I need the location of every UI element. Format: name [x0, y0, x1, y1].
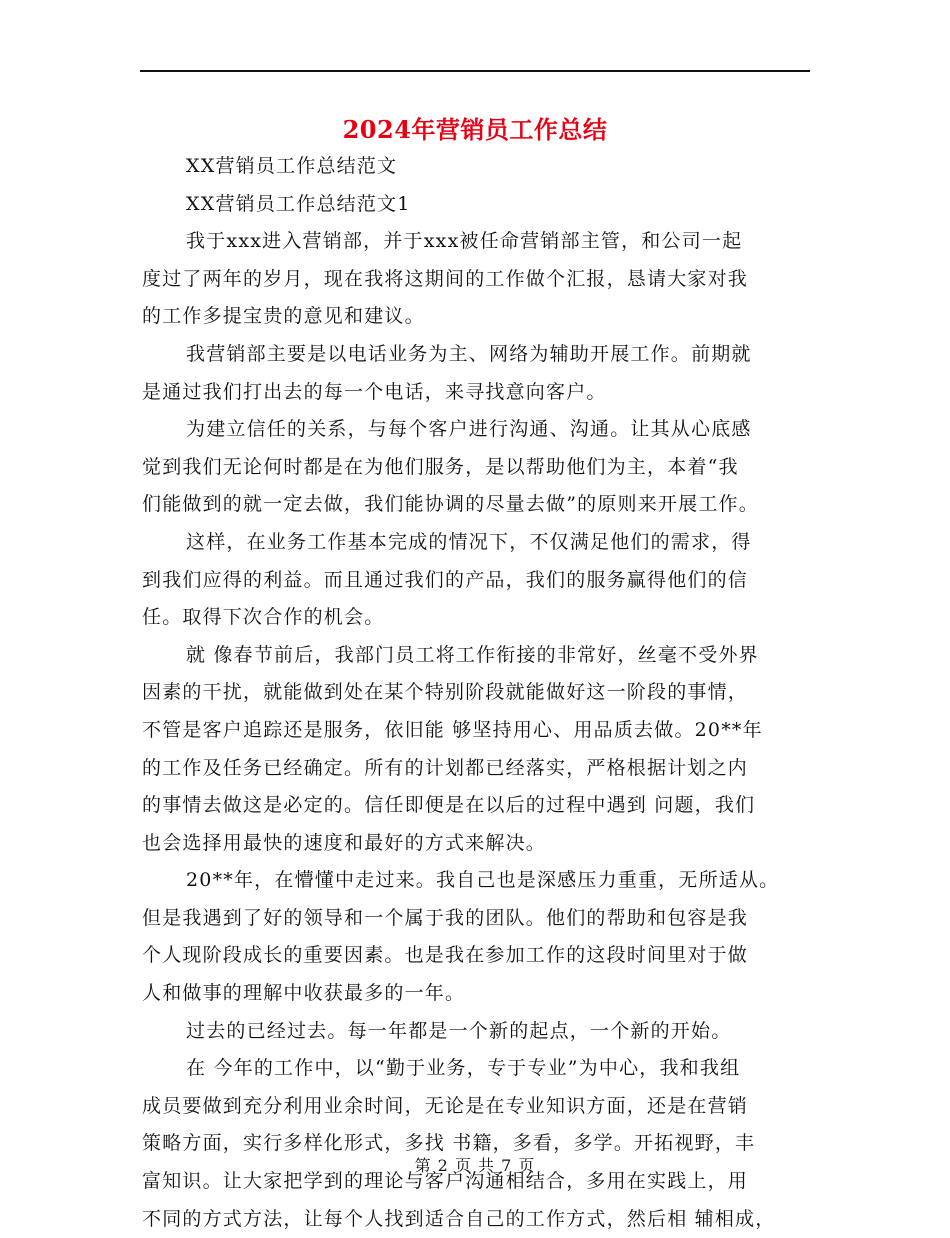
body-line: 们能做到的就一定去做，我们能协调的尽量去做”的原则来开展工作。: [142, 493, 759, 516]
body-line: 但是我遇到了好的领导和一个属于我的团队。他们的帮助和包容是我: [142, 906, 749, 929]
body-line: 任。取得下次合作的机会。: [142, 606, 385, 629]
body-line: 个人现阶段成长的重要因素。也是我在参加工作的这段时间里对于做: [142, 944, 749, 967]
body-line: 这样，在业务工作基本完成的情况下，不仅满足他们的需求，得: [186, 530, 752, 553]
body-line: 我营销部主要是以电话业务为主、网络为辅助开展工作。前期就: [186, 342, 752, 365]
body-line: 为建立信任的关系，与每个客户进行沟通、沟通。让其从心底感: [186, 418, 752, 441]
body-line: 是通过我们打出去的每一个电话，来寻找意向客户。: [142, 380, 607, 403]
body-line: 的工作及任务已经确定。所有的计划都已经落实，严格根据计划之内: [142, 756, 749, 779]
body-line: 的工作多提宝贵的意见和建议。: [142, 305, 425, 328]
body-line: 到我们应得的利益。而且通过我们的产品，我们的服务赢得他们的信: [142, 568, 749, 591]
body-line: 20**年，在懵懂中走过来。我自己也是深感压力重重，无所适从。: [186, 869, 780, 892]
body-line: 在 今年的工作中，以“勤于业务，专于专业”为中心，我和我组: [186, 1057, 741, 1080]
body-line: 度过了两年的岁月，现在我将这期间的工作做个汇报，恳请大家对我: [142, 267, 749, 290]
body-line: 人和做事的理解中收获最多的一年。: [142, 982, 466, 1005]
body-line: 觉到我们无论何时都是在为他们服务，是以帮助他们为主，本着“我: [142, 455, 739, 478]
body-line: XX营销员工作总结范文1: [186, 192, 411, 215]
body-line: 策略方面，实行多样化形式，多找 书籍，多看，多学。开拓视野，丰: [142, 1132, 756, 1155]
body-line: XX营销员工作总结范文: [186, 155, 398, 177]
body-line: 成员要做到充分利用业余时间，无论是在专业知识方面，还是在营销: [142, 1094, 749, 1117]
body-line: 不管是客户追踪还是服务，依旧能 够坚持用心、用品质去做。20**年: [142, 718, 763, 741]
body-line: 过去的已经过去。每一年都是一个新的起点，一个新的开始。: [186, 1019, 732, 1042]
document-title: 2024年营销员工作总结: [342, 115, 608, 144]
body-line: 不同的方式方法，让每个人找到适合自己的工作方式，然后相 辅相成，: [142, 1207, 776, 1230]
body-line: 的事情去做这是必定的。信任即便是在以后的过程中遇到 问题，我们: [142, 794, 756, 817]
header-rule: [140, 70, 810, 72]
body-line: 富知识。让大家把学到的理论与客户沟通相结合，多用在实践上，用: [142, 1170, 749, 1193]
body-line: 因素的干扰，就能做到处在某个特别阶段就能做好这一阶段的事情，: [142, 681, 749, 704]
body-line: 也会选择用最快的速度和最好的方式来解决。: [142, 831, 547, 854]
body-line: 就 像春节前后，我部门员工将工作衔接的非常好，丝毫不受外界: [186, 643, 759, 666]
body-line: 我于xxx进入营销部，并于xxx被任命营销部主管，和公司一起: [186, 230, 743, 253]
page-footer: 第 2 页 共 7 页: [414, 1156, 536, 1175]
document-body: [142, 148, 810, 1238]
